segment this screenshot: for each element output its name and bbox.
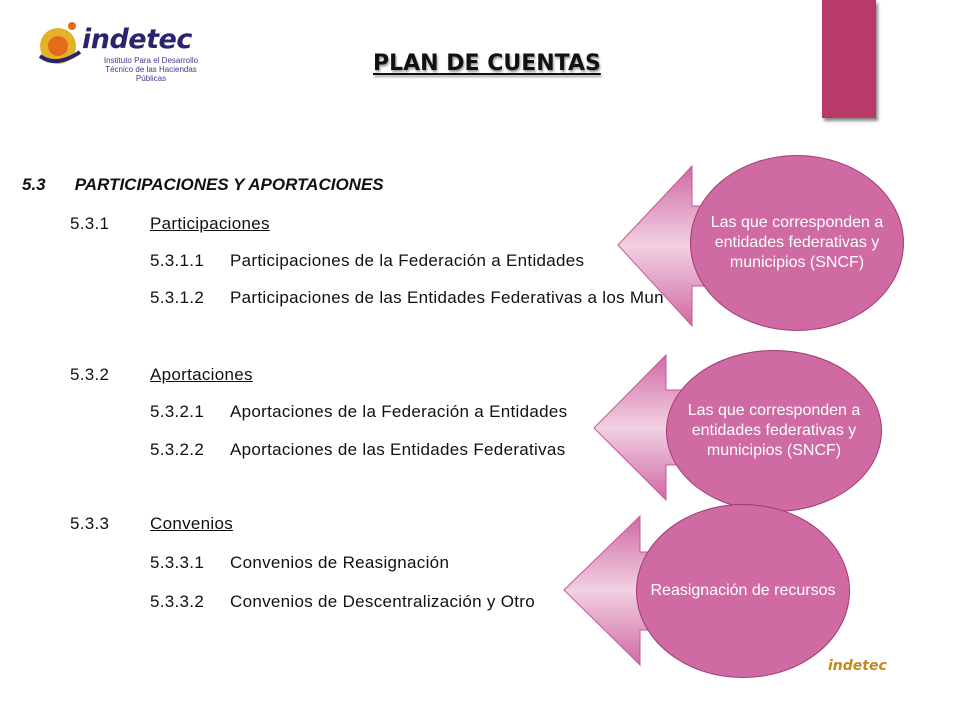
account-code: 5.3.2.2 xyxy=(150,440,205,459)
account-code: 5.3.3.1 xyxy=(150,553,205,572)
logo-subtitle: Instituto Para el Desarrollo Técnico de las Haciendas Públicas xyxy=(103,56,199,83)
account-code: 5.3.2.1 xyxy=(150,402,205,421)
account-label: Aportaciones xyxy=(150,365,253,384)
account-label: Participaciones xyxy=(150,214,270,233)
note-bubble: Las que corresponden a entidades federativas y municipios (SNCF) xyxy=(666,350,882,512)
account-code: 5.3.3 xyxy=(70,514,110,533)
note-bubble: Las que corresponden a entidades federativas y municipios (SNCF) xyxy=(690,155,904,331)
account-label: Convenios de Descentralización y Otro xyxy=(230,592,535,611)
account-label: Aportaciones de la Federación a Entidades xyxy=(230,402,568,421)
account-code: 5.3.1.1 xyxy=(150,251,205,270)
section-number: 5.3 xyxy=(22,175,46,194)
account-label: Convenios xyxy=(150,514,234,533)
account-label: Convenios de Reasignación xyxy=(230,553,450,572)
account-code: 5.3.2 xyxy=(70,365,110,384)
corner-logo: indetec xyxy=(828,658,887,674)
logo-brand-text: indetec xyxy=(82,24,192,55)
section-title: PARTICIPACIONES Y APORTACIONES xyxy=(74,175,384,194)
account-label: Participaciones de las Entidades Federativas a los Mun xyxy=(230,288,664,307)
account-label: Aportaciones de las Entidades Federativas xyxy=(230,440,566,459)
account-label: Participaciones de la Federación a Entidades xyxy=(230,251,585,270)
page-title: PLAN DE CUENTAS xyxy=(373,51,601,76)
account-code: 5.3.1.2 xyxy=(150,288,205,307)
account-code: 5.3.1 xyxy=(70,214,110,233)
note-bubble: Reasignación de recursos xyxy=(636,504,850,678)
account-code: 5.3.3.2 xyxy=(150,592,205,611)
